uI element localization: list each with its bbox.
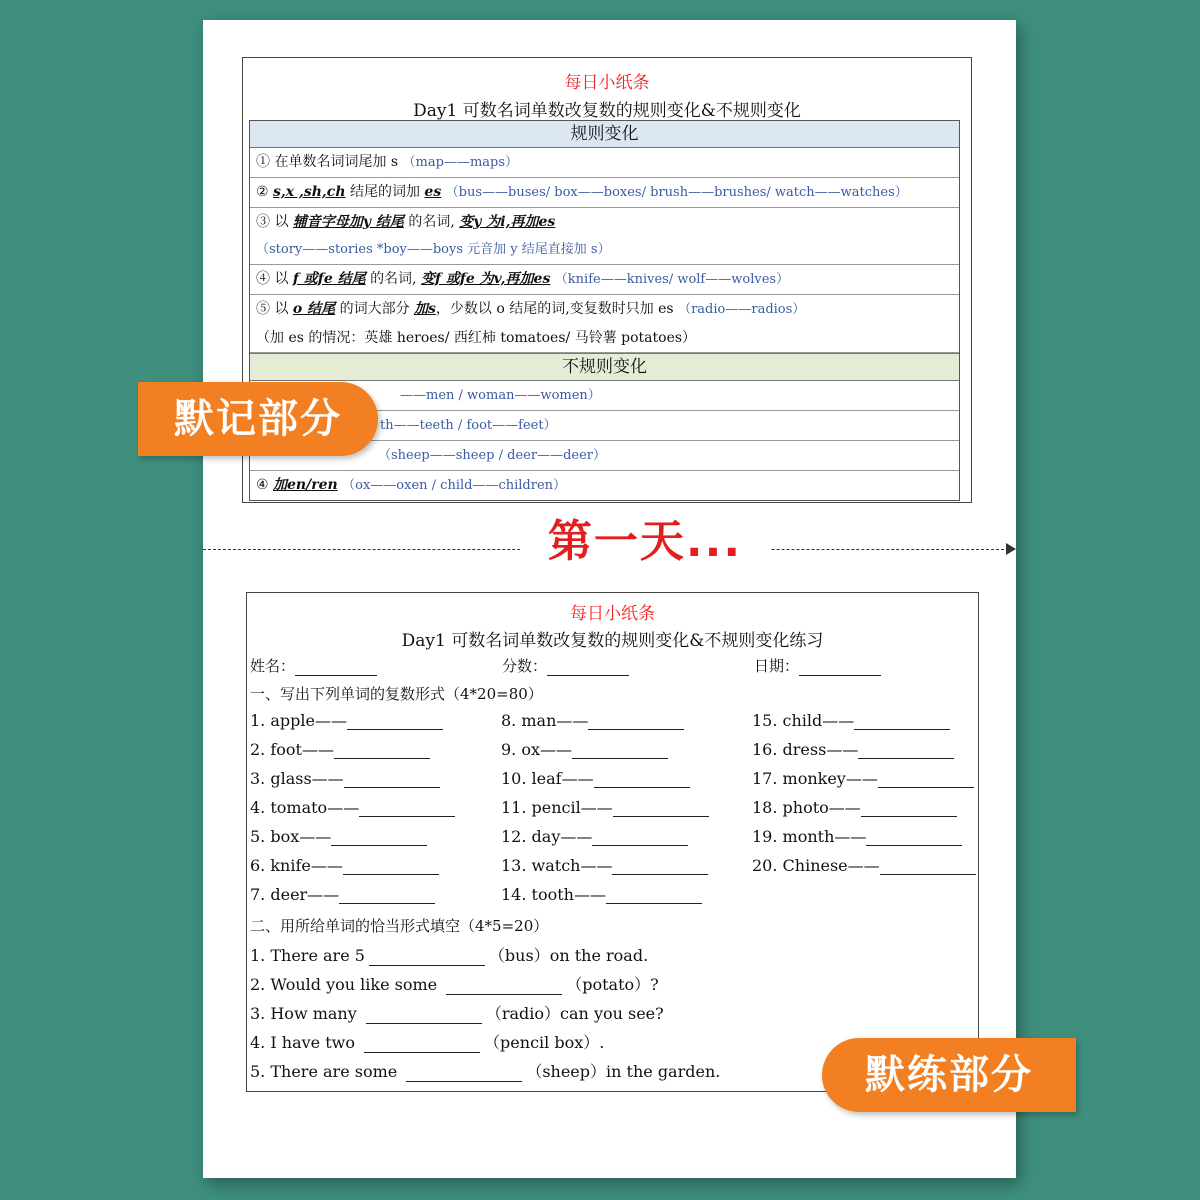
word-item xyxy=(250,827,427,846)
sentence-text: in the garden. xyxy=(606,1062,721,1081)
rule-example: （map——maps） xyxy=(402,155,519,170)
day-banner: 第一天... xyxy=(520,512,770,572)
practice-badge: 默练部分 xyxy=(822,1038,1076,1112)
sentence-hint: （bus） xyxy=(488,946,550,965)
word-prompt: 14. tooth—— xyxy=(501,885,606,904)
word-prompt: 1. apple—— xyxy=(250,711,347,730)
rule-text: 以 xyxy=(274,271,289,287)
word-prompt: 3. glass—— xyxy=(250,769,344,788)
answer-blank[interactable] xyxy=(343,858,439,875)
irregular-row xyxy=(250,471,959,500)
score-field[interactable] xyxy=(502,655,629,676)
rule-row xyxy=(250,148,959,178)
rule-text: 以 xyxy=(274,301,289,317)
rule-key-text: 加en/ren xyxy=(273,477,338,493)
memo-title: Day1 可数名词单数改复数的规则变化&不规则变化 xyxy=(413,101,801,121)
word-prompt: 15. child—— xyxy=(752,711,855,730)
score-label: 分数： xyxy=(502,657,548,675)
sentence-hint: （pencil box） xyxy=(484,1033,600,1052)
word-prompt: 13. watch—— xyxy=(501,856,613,875)
practice-card xyxy=(246,592,979,1092)
rule-example: （knife——knives/ wolf——wolves） xyxy=(554,272,790,287)
answer-blank[interactable] xyxy=(572,742,668,759)
answer-blank[interactable] xyxy=(866,829,962,846)
section2-heading: 二、用所给单词的恰当形式填空（4*5=20） xyxy=(250,917,549,935)
rule-row xyxy=(250,208,959,265)
sentence-text: on the road. xyxy=(549,946,649,965)
rule-text: 结尾的词加 xyxy=(349,184,420,200)
word-prompt: 16. dress—— xyxy=(752,740,859,759)
word-prompt: 7. deer—— xyxy=(250,885,340,904)
rule-key-text: 辅音字母加y 结尾 xyxy=(292,214,404,230)
word-prompt: 17. monkey—— xyxy=(752,769,878,788)
date-field[interactable] xyxy=(754,655,881,676)
word-prompt: 19. month—— xyxy=(752,827,867,846)
worksheet-page xyxy=(203,20,1016,1178)
answer-blank[interactable] xyxy=(347,713,443,730)
rule-text: ，少数以 o 结尾的词,变复数时只加 es xyxy=(435,301,674,317)
word-item xyxy=(501,885,702,904)
memo-badge: 默记部分 xyxy=(138,382,378,456)
sentence-text: 1. There are 5 xyxy=(250,946,365,965)
sentence-item xyxy=(250,1059,720,1082)
sentence-item xyxy=(250,943,648,966)
sentence-item xyxy=(250,1030,604,1053)
answer-blank[interactable] xyxy=(364,1036,480,1053)
rule-example: （bus——buses/ box——boxes/ brush——brushes/ watch——watches） xyxy=(445,185,908,200)
sentence-item xyxy=(250,972,659,995)
irregular-example: th——teeth / foot——feet） xyxy=(380,418,557,433)
word-prompt: 4. tomato—— xyxy=(250,798,360,817)
answer-blank[interactable] xyxy=(369,949,485,966)
word-item xyxy=(752,798,957,817)
section1-heading: 一、写出下列单词的复数形式（4*20=80） xyxy=(250,685,543,703)
sentence-hint: （radio） xyxy=(485,1004,561,1023)
answer-blank[interactable] xyxy=(446,978,562,995)
word-item xyxy=(250,711,443,730)
word-item xyxy=(752,856,976,875)
word-item xyxy=(752,740,954,759)
word-prompt: 20. Chinese—— xyxy=(752,856,880,875)
word-item xyxy=(752,827,962,846)
rule-row xyxy=(250,178,959,208)
answer-blank[interactable] xyxy=(592,829,688,846)
answer-blank[interactable] xyxy=(588,713,684,730)
rule-key-text: 变y 为i,再加es xyxy=(459,214,556,230)
rule-example: （radio——radios） xyxy=(678,302,806,317)
irregular-example: ——men / woman——women） xyxy=(400,388,601,403)
answer-blank[interactable] xyxy=(861,800,957,817)
answer-blank[interactable] xyxy=(613,800,709,817)
rule-number: ② xyxy=(256,184,269,200)
rule-number: ③ xyxy=(256,214,270,230)
rule-number: ① xyxy=(256,154,270,170)
answer-blank[interactable] xyxy=(406,1065,522,1082)
word-prompt: 5. box—— xyxy=(250,827,332,846)
answer-blank[interactable] xyxy=(339,887,435,904)
word-item xyxy=(501,856,708,875)
rule-row xyxy=(250,295,959,353)
rule-number: ④ xyxy=(256,477,269,493)
name-label: 姓名： xyxy=(250,657,296,675)
word-item xyxy=(250,885,435,904)
irregular-example: （sheep——sheep / deer——deer） xyxy=(378,448,606,463)
sentence-hint: （potato） xyxy=(566,975,651,994)
sentence-text: ? xyxy=(650,975,659,994)
word-item xyxy=(250,740,430,759)
answer-blank[interactable] xyxy=(359,800,455,817)
irregular-example: （ox——oxen / child——children） xyxy=(342,478,567,493)
answer-blank[interactable] xyxy=(331,829,427,846)
rule-key-text: f 或fe 结尾 xyxy=(292,271,366,287)
sentence-text: 2. Would you like some xyxy=(250,975,443,994)
answer-blank[interactable] xyxy=(334,742,430,759)
rule-text: 在单数名词词尾加 s xyxy=(274,154,399,170)
rule-number: ⑤ xyxy=(256,301,270,317)
rule-note: （加 es 的情况：英雄 heroes/ 西红柿 tomatoes/ 马铃薯 potatoes） xyxy=(256,330,697,346)
practice-title: Day1 可数名词单数改复数的规则变化&不规则变化练习 xyxy=(401,631,824,651)
word-prompt: 6. knife—— xyxy=(250,856,343,875)
answer-blank[interactable] xyxy=(612,858,708,875)
date-label: 日期： xyxy=(754,657,800,675)
rule-key-text: s,x ,sh,ch xyxy=(273,184,346,200)
answer-blank[interactable] xyxy=(594,771,690,788)
rule-text: 的名词, xyxy=(370,271,417,287)
word-prompt: 10. leaf—— xyxy=(501,769,594,788)
word-item xyxy=(501,798,709,817)
irregular-header: 不规则变化 xyxy=(250,353,959,381)
regular-header: 规则变化 xyxy=(250,121,959,148)
sentence-text: can you see? xyxy=(560,1004,664,1023)
answer-blank[interactable] xyxy=(366,1007,482,1024)
rule-key-text: 加s xyxy=(414,301,436,317)
word-item xyxy=(501,711,684,730)
date-blank[interactable] xyxy=(799,661,881,676)
word-item xyxy=(501,769,690,788)
word-item xyxy=(752,769,974,788)
sentence-text: 5. There are some xyxy=(250,1062,403,1081)
rule-text: 的名词, xyxy=(408,214,455,230)
memo-heading: 每日小纸条 xyxy=(564,73,650,93)
practice-heading: 每日小纸条 xyxy=(570,604,655,624)
answer-blank[interactable] xyxy=(858,742,954,759)
word-prompt: 2. foot—— xyxy=(250,740,334,759)
rule-text: 以 xyxy=(274,214,289,230)
answer-blank[interactable] xyxy=(880,858,976,875)
sentence-hint: （sheep） xyxy=(526,1062,607,1081)
answer-blank[interactable] xyxy=(878,771,974,788)
sentence-text: . xyxy=(599,1033,605,1052)
answer-blank[interactable] xyxy=(606,887,702,904)
word-prompt: 11. pencil—— xyxy=(501,798,613,817)
arrow-icon xyxy=(1006,543,1016,555)
rule-example: （story——stories *boy——boys 元音加 y 结尾直接加 s） xyxy=(256,242,611,257)
word-prompt: 9. ox—— xyxy=(501,740,573,759)
word-item xyxy=(501,827,688,846)
name-field[interactable] xyxy=(250,655,377,676)
score-blank[interactable] xyxy=(547,661,629,676)
rule-key-text: es xyxy=(424,184,442,200)
rule-key-text: o 结尾 xyxy=(292,301,336,317)
rule-key-text: 变f 或fe 为v,再加es xyxy=(420,271,551,287)
word-item xyxy=(501,740,668,759)
name-blank[interactable] xyxy=(295,661,377,676)
rule-row xyxy=(250,265,959,295)
word-prompt: 18. photo—— xyxy=(752,798,861,817)
word-item xyxy=(250,798,455,817)
rule-text: 的词大部分 xyxy=(339,301,410,317)
sentence-text: 4. I have two xyxy=(250,1033,361,1052)
word-prompt: 8. man—— xyxy=(501,711,589,730)
word-item xyxy=(250,856,439,875)
word-item xyxy=(250,769,440,788)
word-prompt: 12. day—— xyxy=(501,827,593,846)
rule-number: ④ xyxy=(256,271,270,287)
sentence-item xyxy=(250,1001,664,1024)
word-item xyxy=(752,711,950,730)
answer-blank[interactable] xyxy=(854,713,950,730)
answer-blank[interactable] xyxy=(344,771,440,788)
sentence-text: 3. How many xyxy=(250,1004,362,1023)
